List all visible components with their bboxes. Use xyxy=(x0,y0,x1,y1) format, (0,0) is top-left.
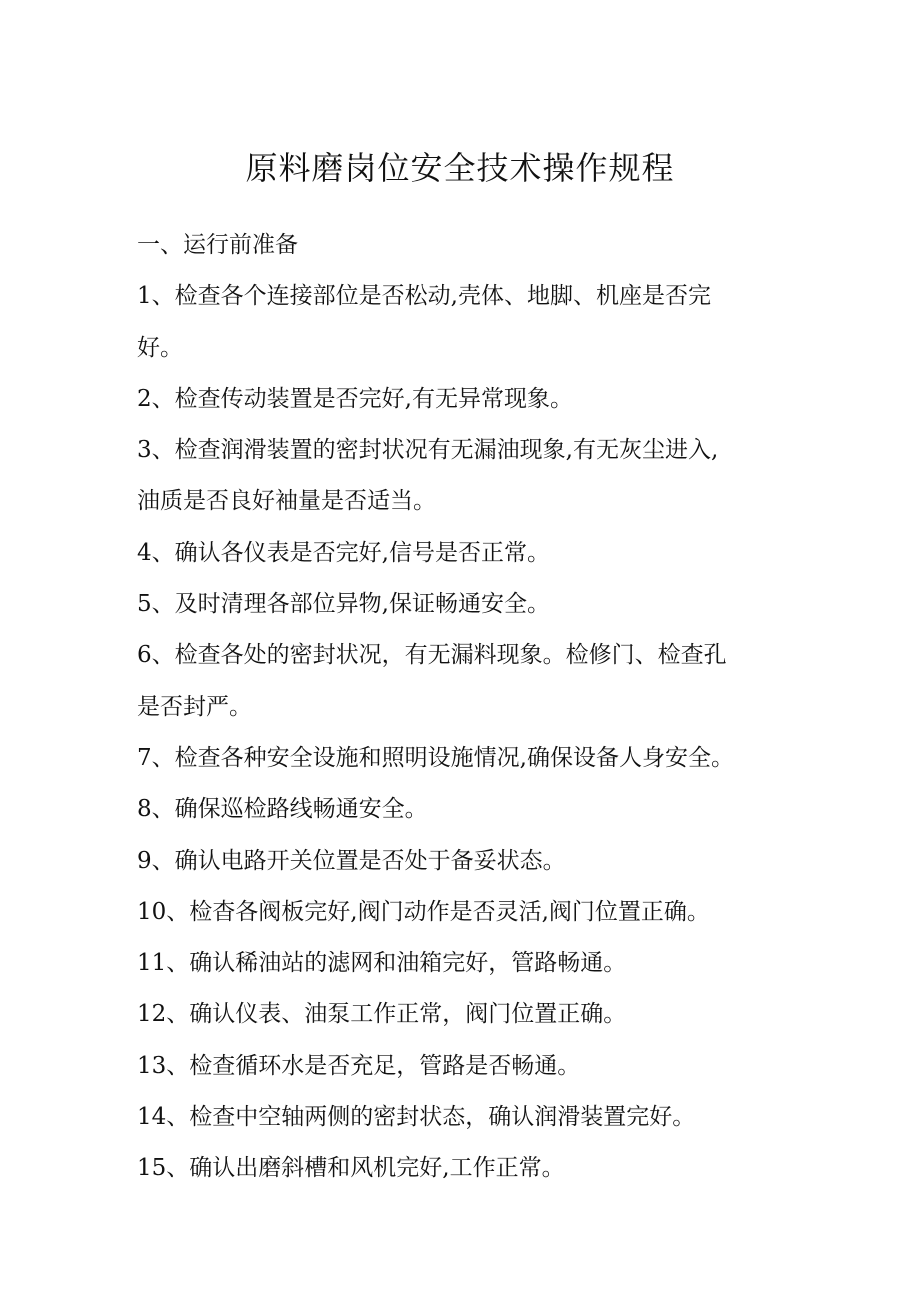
text-line: 13、检查循环水是否充足，管路是否畅通。 xyxy=(137,1052,581,1079)
text-line: 油质是否良好袖量是否适当。 xyxy=(137,488,436,515)
text-line: 5、及时清理各部位异物,保证畅通安全。 xyxy=(137,591,550,618)
text-line: 8、确保巡检路线畅通安全。 xyxy=(137,796,428,823)
document-body xyxy=(137,220,777,1195)
section-heading: 一、运行前准备 xyxy=(137,232,298,258)
text-line: 是否封严。 xyxy=(137,693,252,720)
text-line: 14、检查中空轴两侧的密封状态，确认润滑装置完好。 xyxy=(137,1104,696,1131)
text-line: 1、检查各个连接部位是否松动,壳体、地脚、机座是否完 xyxy=(137,283,711,310)
text-line: 15、确认出磨斜槽和风机完好,工作正常。 xyxy=(137,1155,565,1182)
text-line: 9、确认电路开关位置是否处于备妥状态。 xyxy=(137,847,566,874)
document-title: 原料磨岗位安全技术操作规程 xyxy=(245,149,675,187)
text-line: 6、检查各处的密封状况，有无漏料现象。检修门、检查孔 xyxy=(137,642,727,669)
text-line: 7、检查各种安全设施和照明设施情况,确保设备人身安全。 xyxy=(137,744,734,771)
text-line: 10、检杳各阀板完好,阀门动作是否灵活,阀门位置正确。 xyxy=(137,898,710,925)
text-line: 3、检查润滑装置的密封状况有无漏油现象,有无灰尘进入, xyxy=(137,437,719,464)
text-line: 4、确认各仪表是否完好,信号是否正常。 xyxy=(137,539,550,566)
text-line: 2、检查传动装置是否完好,有无异常现象。 xyxy=(137,385,573,412)
text-line: 11、确认稀油站的滤网和油箱完好，管路畅通。 xyxy=(137,950,627,977)
text-line: 好。 xyxy=(137,334,183,361)
text-line: 12、确认仪表、油泵工作正常，阀门位置正确。 xyxy=(137,1001,627,1028)
